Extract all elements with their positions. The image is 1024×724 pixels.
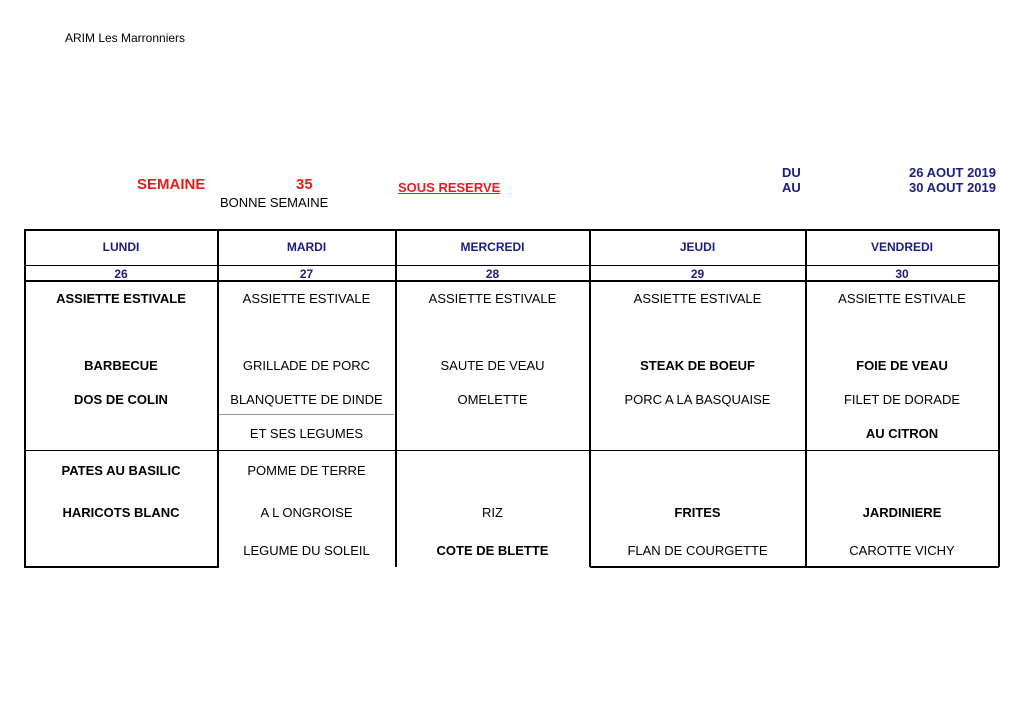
- table-border-top: [24, 229, 999, 231]
- day-name: JEUDI: [679, 240, 716, 254]
- main-dish: GRILLADE DE PORC: [242, 358, 371, 373]
- starter: ASSIETTE ESTIVALE: [56, 291, 186, 306]
- side-dish: FLAN DE COURGETTE: [627, 543, 768, 558]
- end-date: 30 AOUT 2019: [909, 180, 996, 195]
- main-dish: STEAK DE BOEUF: [640, 358, 755, 373]
- side-dish: PATES AU BASILIC: [61, 463, 181, 478]
- organization-name: ARIM Les Marronniers: [65, 31, 186, 45]
- au-label: AU: [782, 180, 801, 195]
- main-dish: ET SES LEGUMES: [249, 426, 364, 441]
- day-date: 26: [114, 267, 128, 281]
- week-number: 35: [296, 176, 313, 193]
- main-dish: AU CITRON: [865, 426, 939, 441]
- side-dish: CAROTTE VICHY: [849, 543, 955, 558]
- starter: ASSIETTE ESTIVALE: [242, 291, 371, 306]
- main-dish: OMELETTE: [457, 392, 528, 407]
- side-dish: COTE DE BLETTE: [436, 543, 549, 558]
- side-dish: FRITES: [674, 505, 721, 520]
- main-dish: FILET DE DORADE: [843, 392, 961, 407]
- section-divider: [24, 450, 999, 451]
- side-dish: POMME DE TERRE: [247, 463, 366, 478]
- main-dish: PORC A LA BASQUAISE: [624, 392, 771, 407]
- table-border-right: [998, 229, 1000, 567]
- day-date: 27: [299, 267, 314, 281]
- starter: ASSIETTE ESTIVALE: [428, 291, 557, 306]
- main-dish: BLANQUETTE DE DINDE: [230, 392, 383, 407]
- greeting: BONNE SEMAINE: [220, 195, 329, 210]
- sous-reserve-notice: SOUS RESERVE: [398, 180, 501, 195]
- main-dish: DOS DE COLIN: [74, 392, 168, 407]
- mardi-inner-divider: [218, 414, 394, 415]
- header-divider: [24, 265, 999, 266]
- side-dish: LEGUME DU SOLEIL: [243, 543, 370, 558]
- side-dish: A L ONGROISE: [260, 505, 353, 520]
- du-label: DU: [782, 165, 801, 180]
- side-dish: RIZ: [482, 505, 503, 520]
- day-date: 29: [690, 267, 705, 281]
- main-dish: BARBECUE: [84, 358, 158, 373]
- main-dish: SAUTE DE VEAU: [440, 358, 545, 373]
- table-bottom-lundi: [24, 566, 219, 568]
- day-name: VENDREDI: [870, 240, 933, 254]
- side-dish: HARICOTS BLANC: [62, 505, 180, 520]
- start-date: 26 AOUT 2019: [909, 165, 996, 180]
- week-label: SEMAINE: [137, 176, 206, 193]
- starter: ASSIETTE ESTIVALE: [633, 291, 762, 306]
- day-date: 30: [895, 267, 909, 281]
- starter: ASSIETTE ESTIVALE: [838, 291, 966, 306]
- day-name: MERCREDI: [460, 240, 525, 254]
- day-name: LUNDI: [102, 240, 140, 254]
- table-bottom-right: [590, 566, 999, 568]
- day-date: 28: [485, 267, 500, 281]
- main-dish: FOIE DE VEAU: [856, 358, 948, 373]
- side-dish: JARDINIERE: [862, 505, 942, 520]
- day-name: MARDI: [286, 240, 327, 254]
